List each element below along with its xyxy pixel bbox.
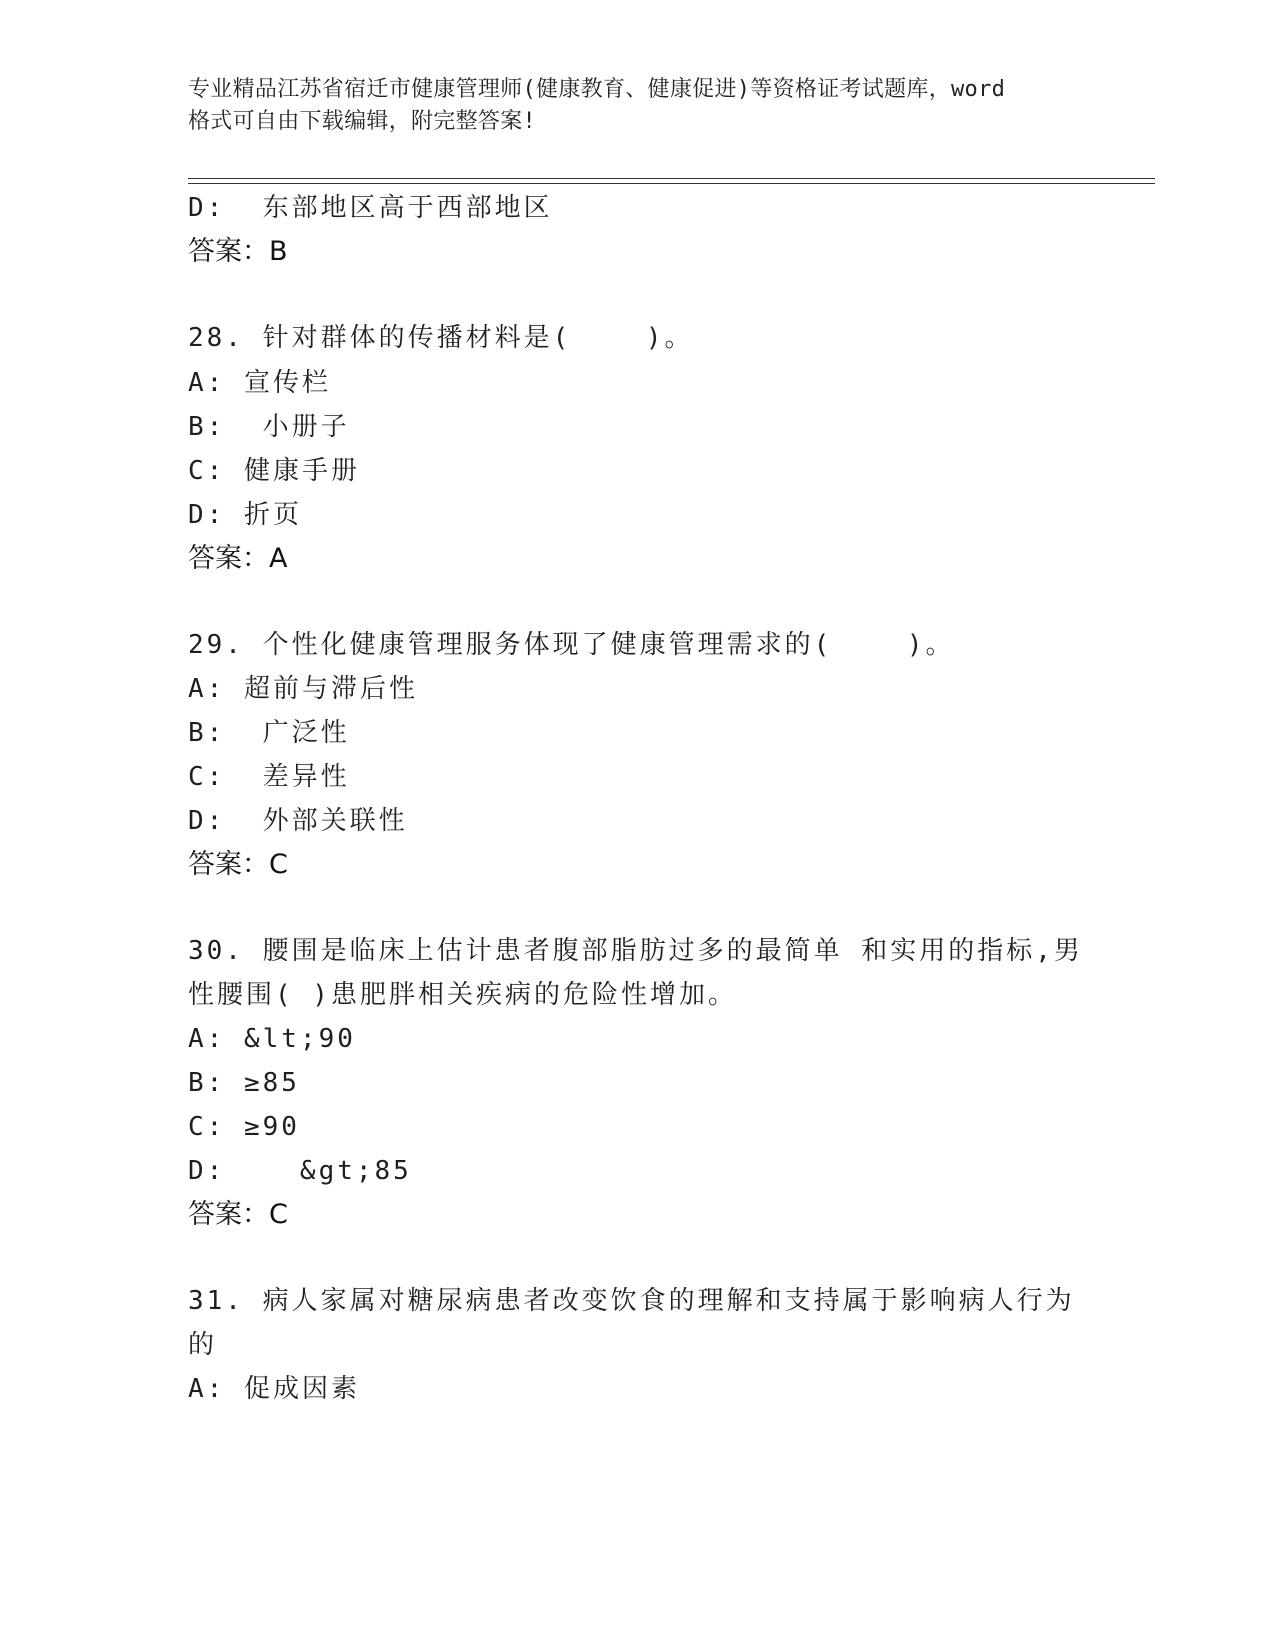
q30-option-b: B: ≥85 xyxy=(188,1068,300,1098)
q31-stem-line-1: 31. 病人家属对糖尿病患者改变饮食的理解和支持属于影响病人行为 xyxy=(188,1286,1075,1316)
q28-option-c: C: 健康手册 xyxy=(188,456,360,486)
header-divider-bottom xyxy=(188,183,1155,184)
q30-answer: 答案：C xyxy=(188,1199,288,1230)
q31-option-a: A: 促成因素 xyxy=(188,1374,360,1404)
q28-option-b: B: 小册子 xyxy=(188,412,350,442)
q27-option-d: D: 东部地区高于西部地区 xyxy=(188,193,553,223)
q29-option-b: B: 广泛性 xyxy=(188,718,350,748)
q30-option-d: D: &gt;85 xyxy=(188,1156,412,1186)
page-header xyxy=(188,74,1088,138)
header-line-1: 专业精品江苏省宿迁市健康管理师(健康教育、健康促进)等资格证考试题库，word xyxy=(188,77,1006,102)
q29-option-d: D: 外部关联性 xyxy=(188,806,408,836)
q28-stem: 28. 针对群体的传播材料是( )。 xyxy=(188,323,694,353)
header-divider-top xyxy=(188,178,1155,179)
q29-option-a: A: 超前与滞后性 xyxy=(188,674,418,704)
q29-stem: 29. 个性化健康管理服务体现了健康管理需求的( )。 xyxy=(188,630,955,660)
q29-answer: 答案：C xyxy=(188,849,288,880)
q31-stem-line-2: 的 xyxy=(188,1330,218,1360)
q28-option-a: A: 宣传栏 xyxy=(188,368,331,398)
q30-stem-line-2: 性腰围( )患肥胖相关疾病的危险性增加。 xyxy=(188,980,737,1010)
q30-option-a: A: &lt;90 xyxy=(188,1024,356,1054)
q29-option-c: C: 差异性 xyxy=(188,762,350,792)
q27-answer: 答案：B xyxy=(188,236,288,267)
q30-stem-line-1: 30. 腰围是临床上估计患者腹部脂肪过多的最简单 和实用的指标,男 xyxy=(188,936,1083,966)
header-line-2: 格式可自由下载编辑，附完整答案! xyxy=(188,109,537,134)
q28-answer: 答案：A xyxy=(188,543,288,574)
q28-option-d: D: 折页 xyxy=(188,500,302,530)
q30-option-c: C: ≥90 xyxy=(188,1112,300,1142)
